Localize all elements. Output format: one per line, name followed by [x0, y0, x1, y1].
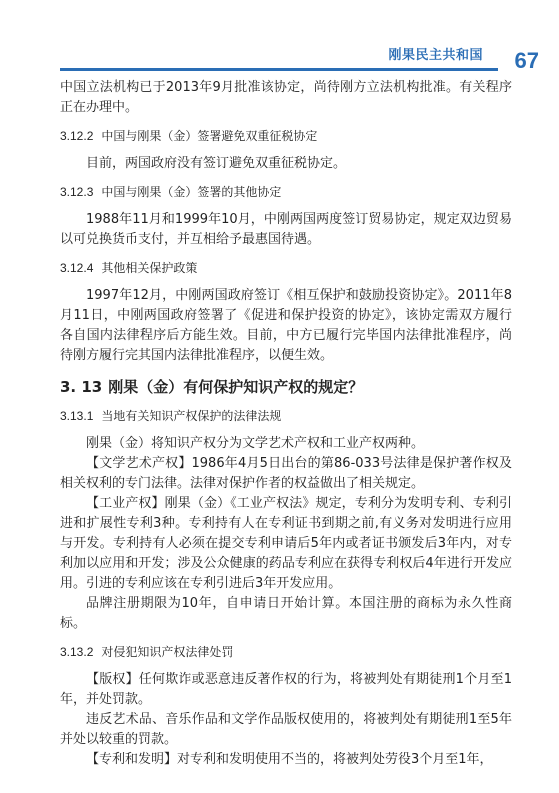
paragraph-3-12-4: 1997年12月，中刚两国政府签订《相互保护和鼓励投资协定》。2011年8月11日，中刚两国政府签署了《促进和保护投资的协定》，该协定需双方履行各自国内法律程序后方能生效。目前，中方已履行完毕国内法律批准程序，尚待刚方履行完其国内法律批准程序，以便生效。	[60, 288, 512, 363]
header-rule	[60, 68, 498, 71]
paragraph-3-12-3: 1988年11月和1999年10月，中刚两国两度签订贸易协定，规定双边贸易以可兑换货币支付，并互相给予最惠国待遇。	[60, 212, 512, 247]
subsection-number: 3.13.1	[60, 409, 94, 423]
paragraph-ip-categories: 刚果（金）将知识产权分为文学艺术产权和工业产权两种。	[86, 436, 425, 451]
subsection-heading-3-12-4	[60, 259, 512, 277]
paragraph-industrial-property: 【工业产权】刚果（金）《工业产权法》规定，专利分为发明专利、专利引进和扩展性专利3种。专利持有人在专利证书到期之前,有义务对发明进行应用与开发。专利持有人必须在提交专利申请后5年内或者证书颁发后3年内，对专利加以应用和开发；涉及公众健康的药品专利应在获得专利权后4年进行开发应用。引进的专利应该在专利引进后3年开发应用。	[60, 496, 512, 591]
subsection-number: 3.12.2	[60, 129, 94, 143]
page-body	[60, 78, 512, 770]
subsection-title: 中国与刚果（金）签署的其他协定	[101, 185, 282, 199]
subsection-title: 对侵犯知识产权法律处罚	[101, 645, 234, 659]
section-title: 刚果（金）有何保护知识产权的规定？	[108, 378, 364, 396]
paragraph-artwork-copyright-penalty: 违反艺术品、音乐作品和文学作品版权使用的，将被判处有期徒刑1至5年并处以较重的罚款。	[60, 712, 512, 747]
paragraph-patent-penalty: 【专利和发明】对专利和发明使用不当的，将被判处劳役3个月至1年，	[86, 752, 493, 767]
running-header-country: 刚果民主共和国	[388, 47, 483, 62]
subsection-title: 其他相关保护政策	[101, 261, 198, 275]
subsection-heading-3-13-1	[60, 407, 512, 425]
section-heading-3-13	[60, 377, 512, 397]
paragraph-copyright-penalty: 【版权】任何欺诈或恶意违反著作权的行为，将被判处有期徒刑1个月至1年，并处罚款。	[60, 672, 512, 707]
subsection-number: 3.13.2	[60, 645, 94, 659]
page-number: 67	[514, 48, 539, 73]
subsection-heading-3-12-3	[60, 183, 512, 201]
subsection-number: 3.12.4	[60, 261, 94, 275]
subsection-number: 3.12.3	[60, 185, 94, 199]
paragraph-literary-artistic-property: 【文学艺术产权】1986年4月5日出台的第86-033号法律是保护著作权及相关权利的专门法律。法律对保护作者的权益做出了相关规定。	[60, 456, 512, 491]
paragraph-3-12-2: 目前，两国政府没有签订避免双重征税协定。	[86, 156, 347, 171]
section-number: 3. 13	[60, 378, 103, 396]
subsection-heading-3-13-2	[60, 643, 512, 661]
subsection-title: 中国与刚果（金）签署避免双重征税协定	[101, 129, 318, 143]
subsection-title: 当地有关知识产权保护的法律法规	[101, 409, 282, 423]
paragraph-trademark-registration: 品牌注册期限为10年，自申请日开始计算。本国注册的商标为永久性商标。	[60, 596, 512, 631]
subsection-heading-3-12-2	[60, 127, 512, 145]
intro-paragraph: 中国立法机构已于2013年9月批准该协定，尚待刚方立法机构批准。有关程序正在办理中。	[60, 80, 512, 115]
